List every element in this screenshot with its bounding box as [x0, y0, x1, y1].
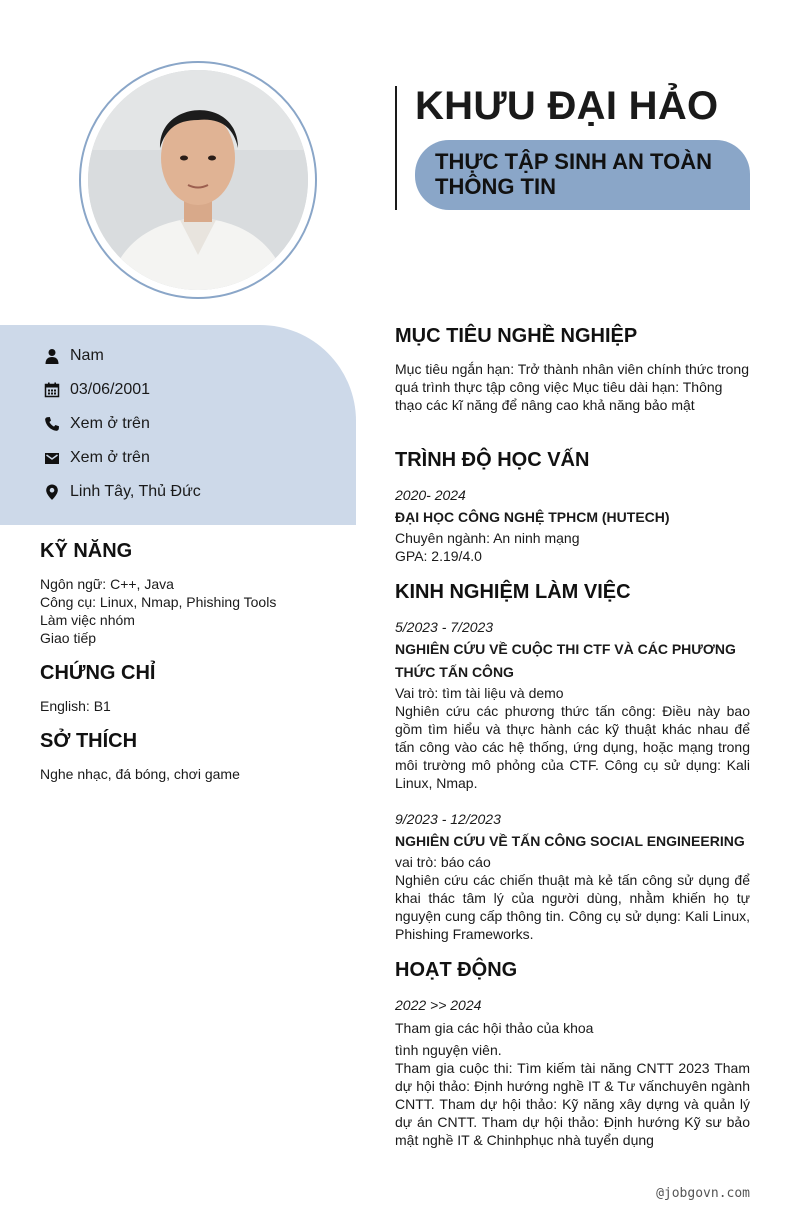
experience-title: NGHIÊN CỨU VỀ TẤN CÔNG SOCIAL ENGINEERING — [395, 833, 745, 849]
activities-section — [395, 996, 750, 1149]
skills-heading: KỸ NĂNG — [40, 540, 133, 562]
activities-description: Tham gia cuộc thi: Tìm kiếm tài năng CNTT 2023 Tham dự hội thảo: Định hướng nghề IT & Tư vấnchuyên ngành CNTT. Tham dự hội thảo: Kỹ năng xây dựng và quản lý dự án CNTT. Tham dự hội thảo: Định hướng Kỹ sư bảo mật nghề IT & Chinhphục nhà tuyển dụng — [395, 1060, 750, 1148]
phone-icon — [44, 416, 60, 432]
job-title: THỰC TẬP SINH AN TOÀN THÔNG TIN — [435, 149, 712, 199]
candidate-name: KHƯU ĐẠI HẢO — [415, 84, 719, 128]
portrait-photo — [88, 70, 308, 290]
header-divider — [395, 86, 397, 210]
education-heading: TRÌNH ĐỘ HỌC VẤN — [395, 449, 590, 471]
skill-item: Làm việc nhóm — [40, 612, 135, 628]
contact-email — [44, 446, 150, 470]
skills-list — [40, 575, 276, 647]
education-section — [395, 486, 750, 565]
experience-heading: KINH NGHIỆM LÀM VIỆC — [395, 581, 631, 603]
contact-address — [44, 480, 201, 504]
experience-item — [395, 810, 750, 943]
birthday-text: 03/06/2001 — [70, 381, 151, 398]
person-icon — [44, 348, 60, 364]
activities-heading: HOẠT ĐỘNG — [395, 959, 518, 981]
location-pin-icon — [44, 484, 60, 500]
experience-item — [395, 618, 750, 792]
experience-date: 5/2023 - 7/2023 — [395, 619, 494, 635]
certificate-text: English: B1 — [40, 698, 111, 714]
skill-item: Công cụ: Linux, Nmap, Phishing Tools — [40, 594, 277, 610]
hobbies-text: Nghe nhạc, đá bóng, chơi game — [40, 766, 240, 782]
skill-item: Ngôn ngữ: C++, Java — [40, 576, 174, 592]
education-gpa: GPA: 2.19/4.0 — [395, 548, 482, 564]
experience-title: NGHIÊN CỨU VỀ CUỘC THI CTF VÀ CÁC PHƯƠNG THỨC TẤN CÔNG — [395, 641, 736, 680]
phone-text: Xem ở trên — [70, 415, 150, 432]
activity-line: Tham gia các hội thảo của khoa — [395, 1020, 594, 1036]
experience-role: vai trò: báo cáo — [395, 854, 491, 870]
objective-heading: MỤC TIÊU NGHỀ NGHIỆP — [395, 325, 638, 347]
education-major: Chuyên ngành: An ninh mạng — [395, 530, 580, 546]
calendar-icon — [44, 382, 60, 398]
activities-date: 2022 >> 2024 — [395, 997, 482, 1013]
role-banner — [415, 140, 750, 210]
email-text: Xem ở trên — [70, 449, 150, 466]
certificates-heading: CHỨNG CHỈ — [40, 662, 156, 684]
contact-gender — [44, 344, 104, 368]
experience-description: Nghiên cứu các chiến thuật mà kẻ tấn công sử dụng để khai thác tâm lý của người dùng, nhằm khiến họ tự nguyện cung cấp thông tin. Công cụ sử dụng: Kali Linux, Phishing Frameworks. — [395, 872, 750, 942]
experience-description: Nghiên cứu các phương thức tấn công: Điều này bao gồm tìm hiểu và thực hành các kỹ thuật khác nhau để tấn công vào các hệ thống, ứng dụng, hoặc mạng trong môi trường mô phỏng của CTF. Công cụ sử dụng: Kali Linux, Nmap. — [395, 703, 750, 791]
hobbies-heading: SỞ THÍCH — [40, 730, 138, 752]
watermark: @jobgovn.com — [656, 1186, 750, 1201]
experience-role: Vai trò: tìm tài liệu và demo — [395, 685, 564, 701]
contact-birthday — [44, 378, 150, 402]
experience-date: 9/2023 - 12/2023 — [395, 811, 501, 827]
gender-text: Nam — [70, 347, 104, 364]
education-date: 2020- 2024 — [395, 487, 466, 503]
mail-icon — [44, 450, 60, 466]
skill-item: Giao tiếp — [40, 630, 97, 646]
contact-phone — [44, 412, 150, 436]
avatar — [88, 70, 308, 290]
school-name: ĐẠI HỌC CÔNG NGHỆ TPHCM (HUTECH) — [395, 509, 670, 525]
address-text: Linh Tây, Thủ Đức — [70, 483, 201, 500]
activity-line: tình nguyện viên. — [395, 1042, 502, 1058]
objective-text: Mục tiêu ngắn hạn: Trở thành nhân viên chính thức trong quá trình thực tập công việc Mục tiêu dài hạn: Thông thạo các kĩ năng để nâng cao khả năng bảo mật — [395, 361, 749, 413]
